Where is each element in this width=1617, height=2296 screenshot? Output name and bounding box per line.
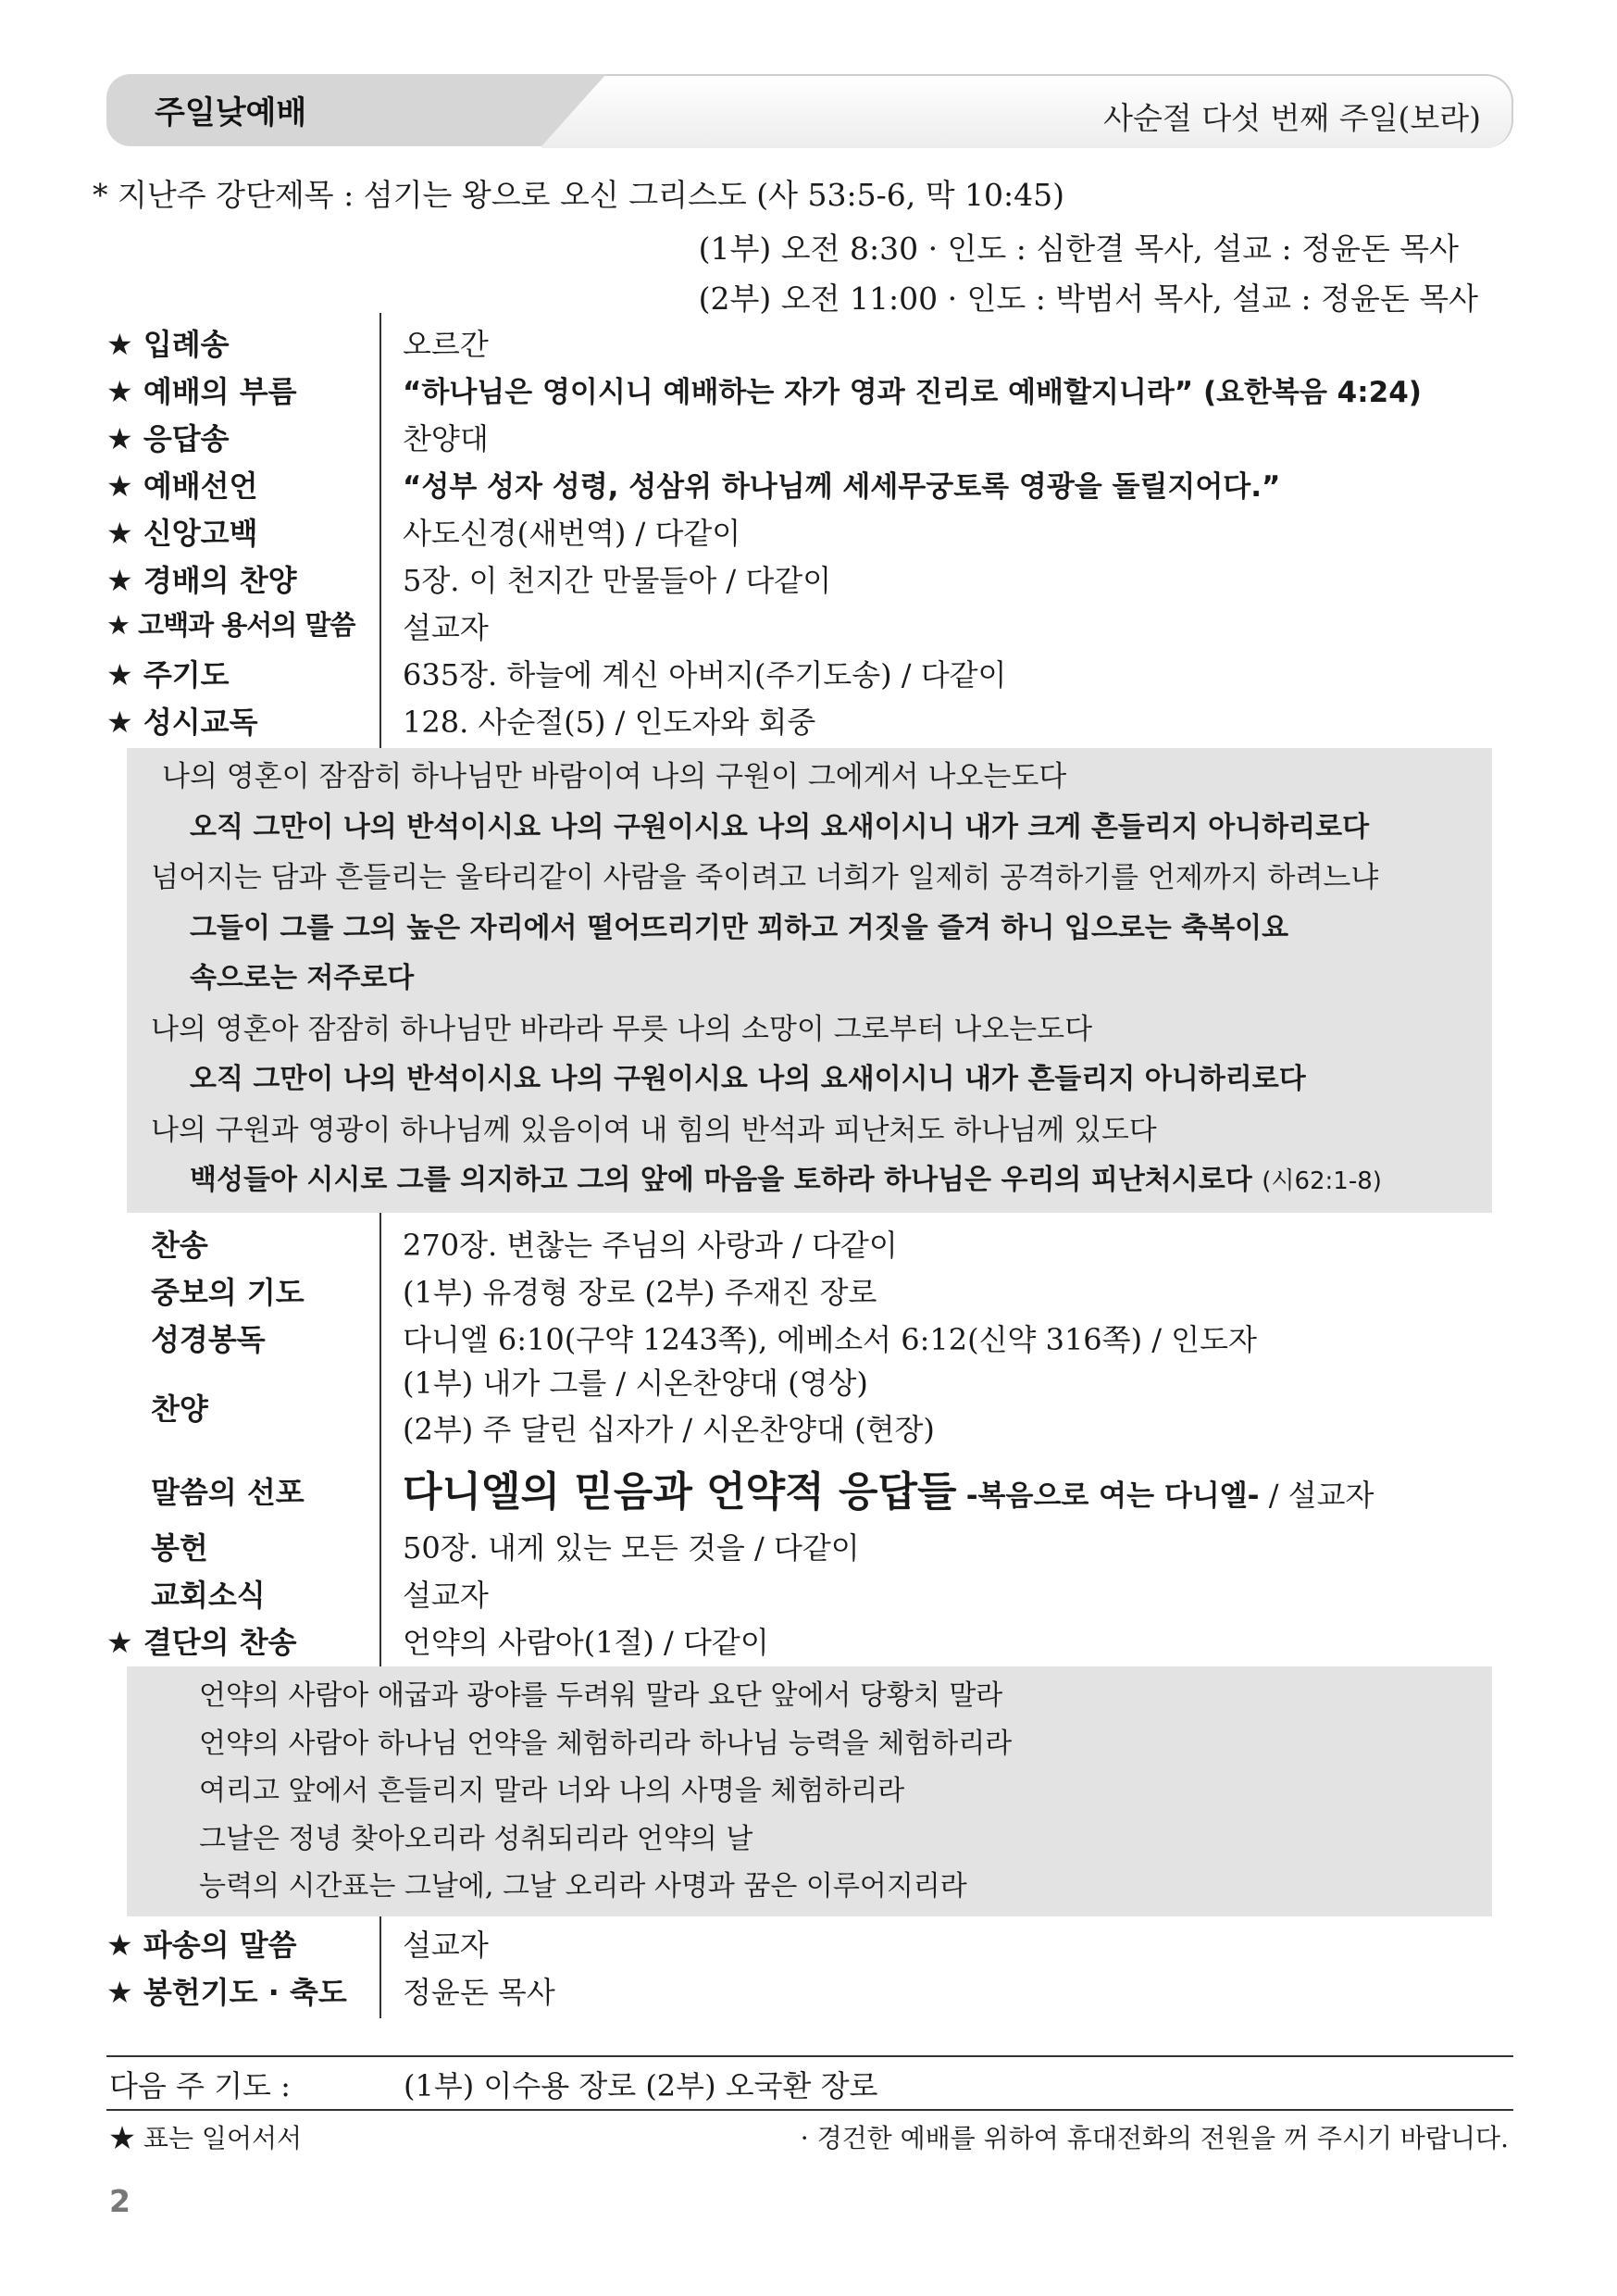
sermon-title: 다니엘의 믿음과 언약적 응답들 [403, 1468, 957, 1516]
order-item [106, 648, 1513, 695]
page-number: 2 [109, 2183, 131, 2219]
section-title: 주일낮예배 [155, 94, 307, 131]
reading-line: 나의 영혼이 잠잠히 하나님만 바람이여 나의 구원이 그에게서 나오는도다 [162, 760, 1067, 793]
order-item [106, 695, 1513, 742]
order-item [106, 1918, 1513, 1965]
order-label: ★ 예배의 부름 [106, 374, 297, 409]
order-value: 사도신경(새번역) / 다같이 [403, 516, 741, 551]
worship-order-part2 [106, 1218, 1513, 1663]
order-value: “성부 성자 성령, 성삼위 하나님께 세세무궁토록 영광을 돌릴지어다.” [403, 470, 1281, 504]
order-item [106, 318, 1513, 365]
order-value: 설교자 [403, 1928, 489, 1963]
lyrics-line: 그날은 정녕 찾아오리라 성취되리라 언약의 날 [199, 1822, 753, 1855]
reading-line: 오직 그만이 나의 반석이시요 나의 구원이시요 나의 요새이시니 내가 흔들리지 아니하리로다 [190, 1063, 1306, 1095]
order-value: 정윤돈 목사 [403, 1975, 555, 2010]
order-label: ★ 신앙고백 [106, 516, 258, 551]
order-label: ★ 주기도 [106, 657, 230, 693]
order-item [106, 1218, 1513, 1266]
reading-line: 속으로는 저주로다 [190, 962, 415, 994]
order-label: ★ 예배선언 [106, 468, 258, 504]
order-value: 설교자 [403, 1578, 489, 1613]
scripture-reference: (시62:1-8) [1262, 1167, 1382, 1195]
reading-line: 나의 구원과 영광이 하나님께 있음이여 내 힘의 반석과 피난처도 하나님께 있도다 [151, 1113, 1157, 1147]
section-subtitle: 사순절 다섯 번째 주일(보라) [1103, 100, 1481, 136]
order-label: ★ 결단의 찬송 [106, 1625, 297, 1660]
worship-order-part3 [106, 1918, 1513, 2013]
order-item [106, 1616, 1513, 1663]
order-label: 찬송 [151, 1228, 208, 1263]
lyrics-line: 능력의 시간표는 그날에, 그날 오리라 사명과 꿈은 이루어지리라 [199, 1870, 967, 1903]
schedule-line: (2부) 오전 11:00 · 인도 : 박범서 목사, 설교 : 정윤돈 목사 [698, 281, 1478, 317]
order-item [106, 1568, 1513, 1616]
song-lyrics [199, 1672, 1012, 1911]
order-item [106, 365, 1513, 412]
order-item [106, 1266, 1513, 1313]
order-item [106, 601, 1513, 648]
order-item [106, 459, 1513, 506]
order-label: 말씀의 선포 [151, 1475, 305, 1510]
order-label: 중보의 기도 [151, 1275, 305, 1310]
order-item [106, 1453, 1513, 1521]
order-value: 오르간 [403, 327, 489, 362]
divider [106, 2109, 1513, 2111]
standing-note: ★ 표는 일어서서 [109, 2123, 303, 2153]
reading-line: 그들이 그를 그의 높은 자리에서 떨어뜨리기만 꾀하고 거짓을 즐겨 하니 입으로는 축복이요 [190, 911, 1289, 944]
last-week-topic: * 지난주 강단제목 : 섬기는 왕으로 오신 그리스도 (사 53:5-6, 막 10:45) [93, 177, 1065, 213]
order-value: 50장. 내게 있는 모든 것을 / 다같이 [403, 1530, 860, 1566]
sermon-preacher: / 설교자 [1268, 1478, 1374, 1513]
order-item [106, 554, 1513, 601]
service-schedule [699, 224, 1478, 324]
section-header [106, 74, 1513, 146]
order-value: 270장. 변찮는 주님의 사랑과 / 다같이 [403, 1228, 898, 1263]
order-item [106, 1965, 1513, 2013]
order-label: 봉헌 [151, 1530, 208, 1566]
reading-line: 넘어지는 담과 흔들리는 울타리같이 사람을 죽이려고 너희가 일제히 공격하기를 언제까지 하려느냐 [151, 861, 1379, 894]
order-value: 128. 사순절(5) / 인도자와 회중 [403, 705, 816, 740]
phone-notice: · 경건한 예배를 위하여 휴대전화의 전원을 꺼 주시기 바랍니다. [800, 2123, 1509, 2153]
order-label: ★ 응답송 [106, 421, 230, 456]
worship-order-part1 [106, 318, 1513, 742]
order-value: 다니엘 6:10(구약 1243쪽), 에베소서 6:12(신약 316쪽) / 인도자 [403, 1322, 1257, 1357]
order-label: ★ 성시교독 [106, 705, 258, 740]
order-value: (1부) 내가 그를 / 시온찬양대 (영상) [403, 1366, 868, 1401]
order-label: ★ 봉헌기도 · 축도 [106, 1975, 347, 2010]
order-label: ★ 파송의 말씀 [106, 1928, 297, 1963]
order-label: ★ 입례송 [106, 327, 230, 362]
order-value: 언약의 사람아(1절) / 다같이 [403, 1625, 769, 1660]
order-item [106, 506, 1513, 554]
order-item [106, 1313, 1513, 1360]
order-item [106, 1360, 1513, 1453]
divider [106, 2055, 1513, 2057]
next-prayer-label: 다음 주 기도 : [109, 2068, 291, 2103]
reading-line: 오직 그만이 나의 반석이시요 나의 구원이시요 나의 요새이시니 내가 크게 흔들리지 아니하리로다 [190, 810, 1370, 843]
lyrics-line: 언약의 사람아 애굽과 광야를 두려워 말라 요단 앞에서 당황치 말라 [199, 1679, 1003, 1712]
order-value: “하나님은 영이시니 예배하는 자가 영과 진리로 예배할지니라” (요한복음 4:24) [403, 376, 1422, 409]
order-value: (2부) 주 달린 십자가 / 시온찬양대 (현장) [403, 1412, 935, 1447]
next-prayer-value: (1부) 이수용 장로 (2부) 오국환 장로 [404, 2068, 878, 2103]
order-label: ★ 경배의 찬양 [106, 563, 297, 598]
reading-line: 나의 영혼아 잠잠히 하나님만 바라라 무릇 나의 소망이 그로부터 나오는도다 [151, 1012, 1093, 1046]
lyrics-line: 여리고 앞에서 흔들리지 말라 너와 나의 사명을 체험하리라 [199, 1775, 905, 1807]
order-item [106, 412, 1513, 459]
reading-line: 백성들아 시시로 그를 의지하고 그의 앞에 마음을 토하라 하나님은 우리의 피난처시로다 [190, 1164, 1252, 1196]
order-value: 635장. 하늘에 계신 아버지(주기도송) / 다같이 [403, 657, 1007, 693]
order-value: (1부) 유경형 장로 (2부) 주재진 장로 [403, 1275, 877, 1310]
schedule-line: (1부) 오전 8:30 · 인도 : 심한결 목사, 설교 : 정윤돈 목사 [698, 231, 1460, 267]
order-label: 성경봉독 [151, 1322, 266, 1357]
responsive-reading [153, 752, 1382, 1207]
order-label: ★ 고백과 용서의 말씀 [106, 609, 355, 641]
order-item [106, 1521, 1513, 1568]
order-value: 설교자 [403, 610, 489, 645]
order-label: 찬양 [151, 1391, 208, 1427]
lyrics-line: 언약의 사람아 하나님 언약을 체험하리라 하나님 능력을 체험하리라 [199, 1727, 1013, 1760]
order-value: 찬양대 [403, 421, 489, 456]
order-label: 교회소식 [151, 1578, 266, 1613]
sermon-subtitle: -복음으로 여는 다니엘- [965, 1479, 1260, 1513]
order-value: 5장. 이 천지간 만물들아 / 다같이 [403, 563, 832, 598]
next-week-prayer [109, 2063, 878, 2105]
